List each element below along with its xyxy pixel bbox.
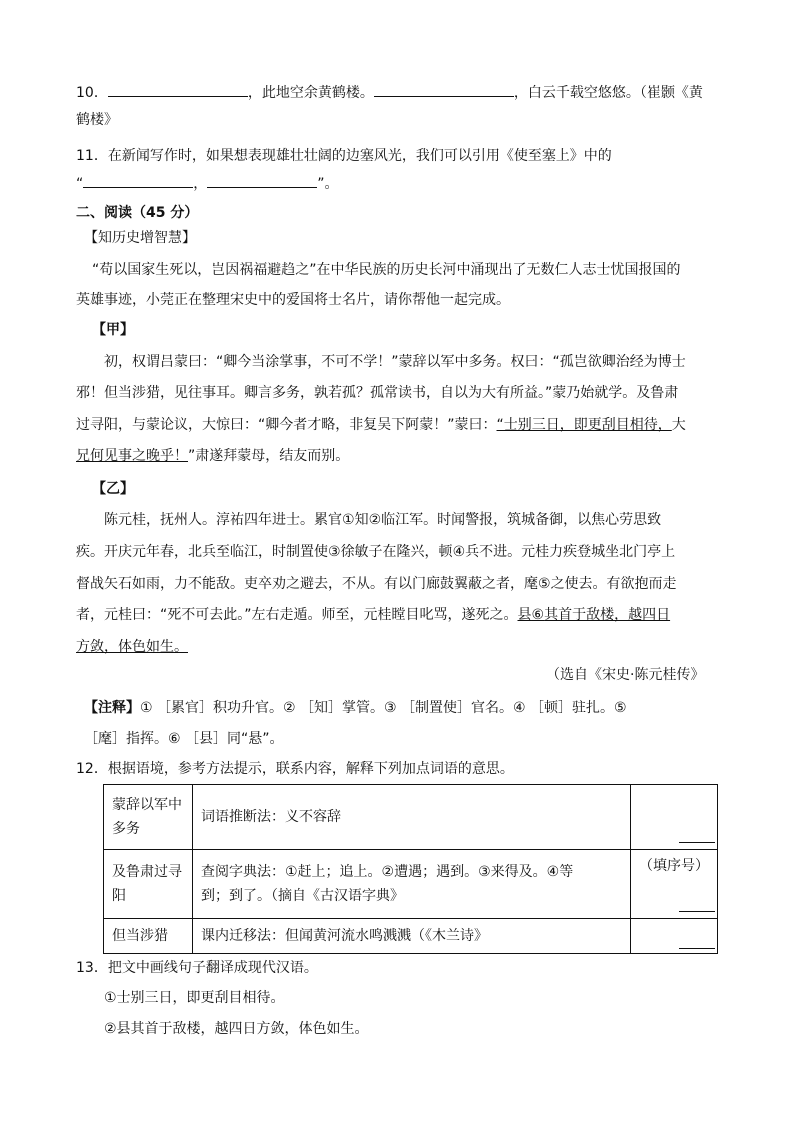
table-cell-word: 但当涉猎 xyxy=(104,919,193,954)
note-marker: ② xyxy=(368,512,382,528)
section-title: 二、阅读（45 分） xyxy=(76,205,199,221)
table-cell-answer[interactable] xyxy=(631,919,718,954)
jia-text: 大 xyxy=(671,417,686,433)
table-cell-word xyxy=(104,785,193,850)
question-number: 10． xyxy=(76,85,108,101)
question-10-line xyxy=(76,82,703,103)
question-11-answer-line xyxy=(76,173,339,194)
answer-line[interactable] xyxy=(679,948,715,949)
word: 阳 xyxy=(112,888,126,904)
question-12-text: 12．根据语境，参考方法提示，联系内容，解释下列加点词语的意思。 xyxy=(76,761,514,777)
table-cell-method: 课内迁移法：但闻黄河流水鸣溅溅（《木兰诗》 xyxy=(193,919,631,954)
table-cell-word xyxy=(104,850,193,919)
answer-line[interactable] xyxy=(679,911,715,912)
source-citation: （选自《宋史·陈元桂传》 xyxy=(546,667,705,683)
answer-blank[interactable] xyxy=(108,82,248,97)
yi-line-5 xyxy=(76,637,188,657)
notes-line-1 xyxy=(84,698,627,718)
answer-blank[interactable] xyxy=(207,173,317,188)
answer-hint: （填序号） xyxy=(639,858,709,874)
table-cell-answer[interactable] xyxy=(631,785,718,850)
method-text: 到；到了。（摘自《古汉语字典》 xyxy=(201,888,404,904)
underlined-sentence: 其首于敌楼，越四日 xyxy=(544,607,671,623)
table-cell-method: 词语推断法：义不容辞 xyxy=(193,785,631,850)
method-text: 查阅字典法：①赶上；追上。②遭遇；遇到。③来得及。④等 xyxy=(201,864,574,880)
yi-text: 徐敏子在隆兴，顿 xyxy=(340,544,453,560)
yi-line-2 xyxy=(76,542,675,562)
jia-text: 过寻阳，与蒙论议，大惊曰：“卿今者才略，非复吴下阿蒙！”蒙曰： xyxy=(76,417,497,433)
notes-text: ① ［累官］积功升官。② ［知］掌管。③ ［制置使］官名。④ ［顿］驻扎。⑤ xyxy=(140,700,627,716)
answer-blank[interactable] xyxy=(374,82,514,97)
word: 蒙辞以军中 xyxy=(112,797,182,813)
question-11-text: 11．在新闻写作时，如果想表现雄壮壮阔的边塞风光，我们可以引用《使至塞上》中的 xyxy=(76,148,612,164)
jia-line-2: 邪！但当涉猎，见往事耳。卿言多务，孰若孤？孤常读书，自以为大有所益。”蒙乃始就学。及鲁肃 xyxy=(76,385,679,401)
table-row xyxy=(104,785,718,850)
quote-mark: “ xyxy=(76,176,84,192)
jia-line-1: 初，权谓吕蒙曰：“卿今当涂掌事，不可不学！”蒙辞以军中多务。权曰：“孤岂欲卿治经为博士 xyxy=(104,354,686,370)
table-cell-answer[interactable] xyxy=(631,850,718,919)
translation-sentence-1: ①士别三日，即更刮目相待。 xyxy=(104,990,285,1006)
yi-text: 之使去。有欲抱而走 xyxy=(550,576,677,592)
yi-text: 者，元桂曰：“死不可去此。”左右走遁。师至，元桂瞠目叱骂，遂死之。 xyxy=(76,607,518,623)
passage-yi-label: 【乙】 xyxy=(92,481,134,497)
table-row xyxy=(104,850,718,919)
question-10-cont: 鹤楼》 xyxy=(76,112,118,128)
yi-text: 疾。开庆元年春，北兵至临江，时制置使 xyxy=(76,544,328,560)
underlined-sentence: 方敛，体色如生。 xyxy=(76,639,188,655)
comma: ， xyxy=(193,176,208,192)
notes-line-2: ［麾］指挥。⑥ ［县］同“悬”。 xyxy=(84,731,284,747)
underlined-sentence: “士别三日，即更刮目相待， xyxy=(496,417,672,433)
note-marker: ① xyxy=(342,512,355,528)
passage-jia-label: 【甲】 xyxy=(92,322,134,338)
jia-line-4 xyxy=(76,446,349,466)
word: 多务 xyxy=(112,821,140,837)
yi-line-4 xyxy=(76,605,670,625)
yi-line-3 xyxy=(76,574,677,594)
answer-line[interactable] xyxy=(679,842,715,843)
underlined-sentence: 兄何见事之晚乎！ xyxy=(76,448,188,464)
underlined-sentence: 县 xyxy=(517,607,532,623)
question-13-text: 13．把文中画线句子翻译成现代汉语。 xyxy=(76,960,318,976)
jia-line-3 xyxy=(76,415,686,435)
vocab-table xyxy=(103,784,718,954)
answer-blank[interactable] xyxy=(83,173,193,188)
yi-text: 知 xyxy=(354,512,369,528)
table-cell-method xyxy=(193,850,631,919)
yi-line-1 xyxy=(104,510,661,530)
quote-close: ”。 xyxy=(317,176,339,192)
yi-text: 陈元桂，抚州人。淳祐四年进士。累官 xyxy=(104,512,342,528)
yi-text: 兵不进。元桂力疾登城坐北门亭上 xyxy=(465,544,676,560)
notes-label: 【注释】 xyxy=(84,700,140,716)
note-marker: ⑤ xyxy=(538,576,551,592)
jia-text: ”肃遂拜蒙母，结友而别。 xyxy=(188,448,350,464)
translation-sentence-2: ②县其首于敌楼，越四日方敛，体色如生。 xyxy=(104,1021,369,1037)
note-marker: ④ xyxy=(452,544,466,560)
note-marker: ③ xyxy=(328,544,341,560)
word: 及鲁肃过寻 xyxy=(112,864,182,880)
intro-line-2: 英雄事迹，小莞正在整理宋史中的爱国将士名片，请你帮他一起完成。 xyxy=(76,292,510,308)
table-row xyxy=(104,919,718,954)
intro-line-1: “苟以国家生死以，岂因祸福避趋之”在中华民族的历史长河中涌现出了无数仁人志士忧国报国的 xyxy=(92,262,681,278)
yi-text: 督战矢石如雨，力不能敌。吏卒劝之避去，不从。有以门廊鼓翼蔽之者，麾 xyxy=(76,576,538,592)
note-marker: ⑥ xyxy=(531,607,545,623)
subsection-title: 【知历史增智慧】 xyxy=(84,230,196,246)
question-text: ，白云千载空悠悠。（崔颢《黄 xyxy=(513,85,703,101)
question-text: ，此地空余黄鹤楼。 xyxy=(247,85,374,101)
yi-text: 临江军。时闻警报，筑城备御，以焦心劳思致 xyxy=(381,512,662,528)
